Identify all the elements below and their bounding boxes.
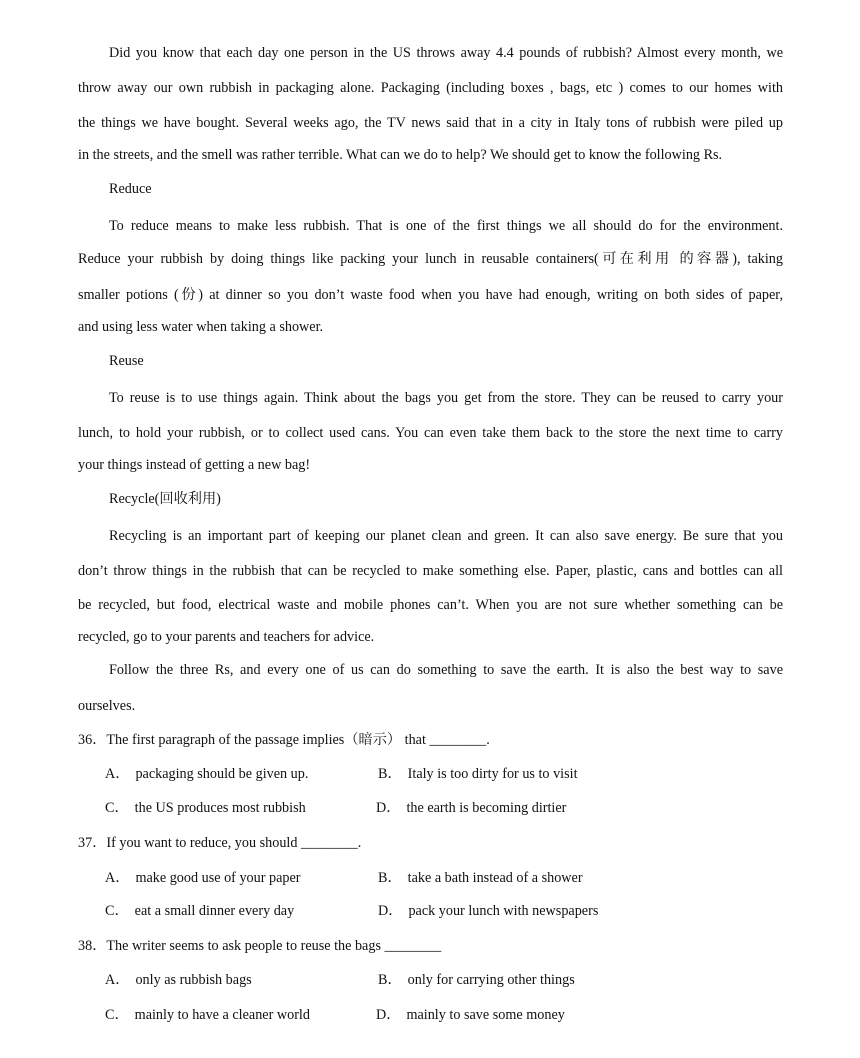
text-line: ourselves. [78, 698, 136, 714]
section-heading-reduce: Reduce [109, 181, 152, 197]
option-text: take a bath instead of a shower [407, 870, 583, 886]
text-line: don’t throw things in the rubbish that can be recycled to make something else. Paper, plastic, cans and bottles can all [78, 563, 783, 579]
option-letter: B． [378, 972, 402, 988]
option-d[interactable] [378, 901, 598, 921]
option-d[interactable] [376, 798, 566, 818]
option-text: make good use of your paper [135, 870, 301, 886]
option-text: mainly to have a cleaner world [134, 1007, 310, 1023]
option-text: pack your lunch with newspapers [408, 903, 599, 919]
text-line: throw away our own rubbish in packaging alone. Packaging (including boxes , bags, etc ) comes to our homes with [78, 80, 783, 96]
option-text: eat a small dinner every day [134, 903, 295, 919]
option-letter: B． [378, 766, 402, 782]
text-line: the things we have bought. Several weeks ago, the TV news said that in a city in Italy tons of rubbish were piled up [78, 115, 783, 131]
option-letter: C． [105, 903, 129, 919]
option-letter: D． [376, 800, 401, 816]
text-line: To reduce means to make less rubbish. That is one of the first things we all should do for the environment. [109, 218, 783, 234]
option-b[interactable] [378, 764, 578, 784]
text-line: Did you know that each day one person in the US throws away 4.4 pounds of rubbish? Almost every month, we [109, 45, 783, 61]
text-line: your things instead of getting a new bag! [78, 457, 311, 473]
section-heading-recycle: Recycle(回收利用) [109, 491, 221, 507]
text-line: and using less water when taking a shower. [78, 319, 324, 335]
option-a[interactable] [105, 868, 301, 888]
question-stem: 36．The first paragraph of the passage implies（暗示） that ________. [78, 732, 490, 748]
option-c[interactable] [105, 1005, 310, 1025]
option-a[interactable] [105, 970, 252, 990]
text-line: be recycled, but food, electrical waste and mobile phones can’t. When you are not sure whether something can be [78, 597, 783, 613]
text-line: in the streets, and the smell was rather terrible. What can we do to help? We should get to know the following Rs. [78, 147, 723, 163]
option-letter: C． [105, 800, 129, 816]
question-stem: 37．If you want to reduce, you should ________. [78, 835, 362, 851]
text-line: lunch, to hold your rubbish, or to collect used cans. You can even take them back to the store the next time to carry [78, 425, 783, 441]
text-line: Recycling is an important part of keeping our planet clean and green. It can also save energy. Be sure that you [109, 528, 783, 544]
text-line: To reuse is to use things again. Think about the bags you get from the store. They can be reused to carry your [109, 390, 783, 406]
option-a[interactable] [105, 764, 308, 784]
option-letter: A． [105, 870, 130, 886]
section-heading-reuse: Reuse [109, 353, 144, 369]
option-letter: D． [376, 1007, 401, 1023]
option-letter: D． [378, 903, 403, 919]
option-text: only as rubbish bags [135, 972, 252, 988]
option-c[interactable] [105, 798, 306, 818]
option-text: the earth is becoming dirtier [406, 800, 567, 816]
option-text: the US produces most rubbish [134, 800, 306, 816]
text-line: Reduce your rubbish by doing things like packing your lunch in reusable containers(可在利用 的容器), taking [78, 251, 783, 267]
text-line: recycled, go to your parents and teachers for advice. [78, 629, 375, 645]
option-c[interactable] [105, 901, 294, 921]
option-text: Italy is too dirty for us to visit [407, 766, 578, 782]
option-letter: B． [378, 870, 402, 886]
option-letter: C． [105, 1007, 129, 1023]
option-b[interactable] [378, 868, 583, 888]
option-d[interactable] [376, 1005, 565, 1025]
text-line: smaller potions (份) at dinner so you don’t waste food when you have had enough, writing on both sides of paper, [78, 287, 783, 303]
option-letter: A． [105, 972, 130, 988]
text-line: Follow the three Rs, and every one of us can do something to save the earth. It is also the best way to save [109, 662, 783, 678]
option-letter: A． [105, 766, 130, 782]
option-text: only for carrying other things [407, 972, 575, 988]
option-text: mainly to save some money [406, 1007, 565, 1023]
question-stem: 38．The writer seems to ask people to reuse the bags ________ [78, 938, 442, 954]
option-text: packaging should be given up. [135, 766, 309, 782]
option-b[interactable] [378, 970, 575, 990]
